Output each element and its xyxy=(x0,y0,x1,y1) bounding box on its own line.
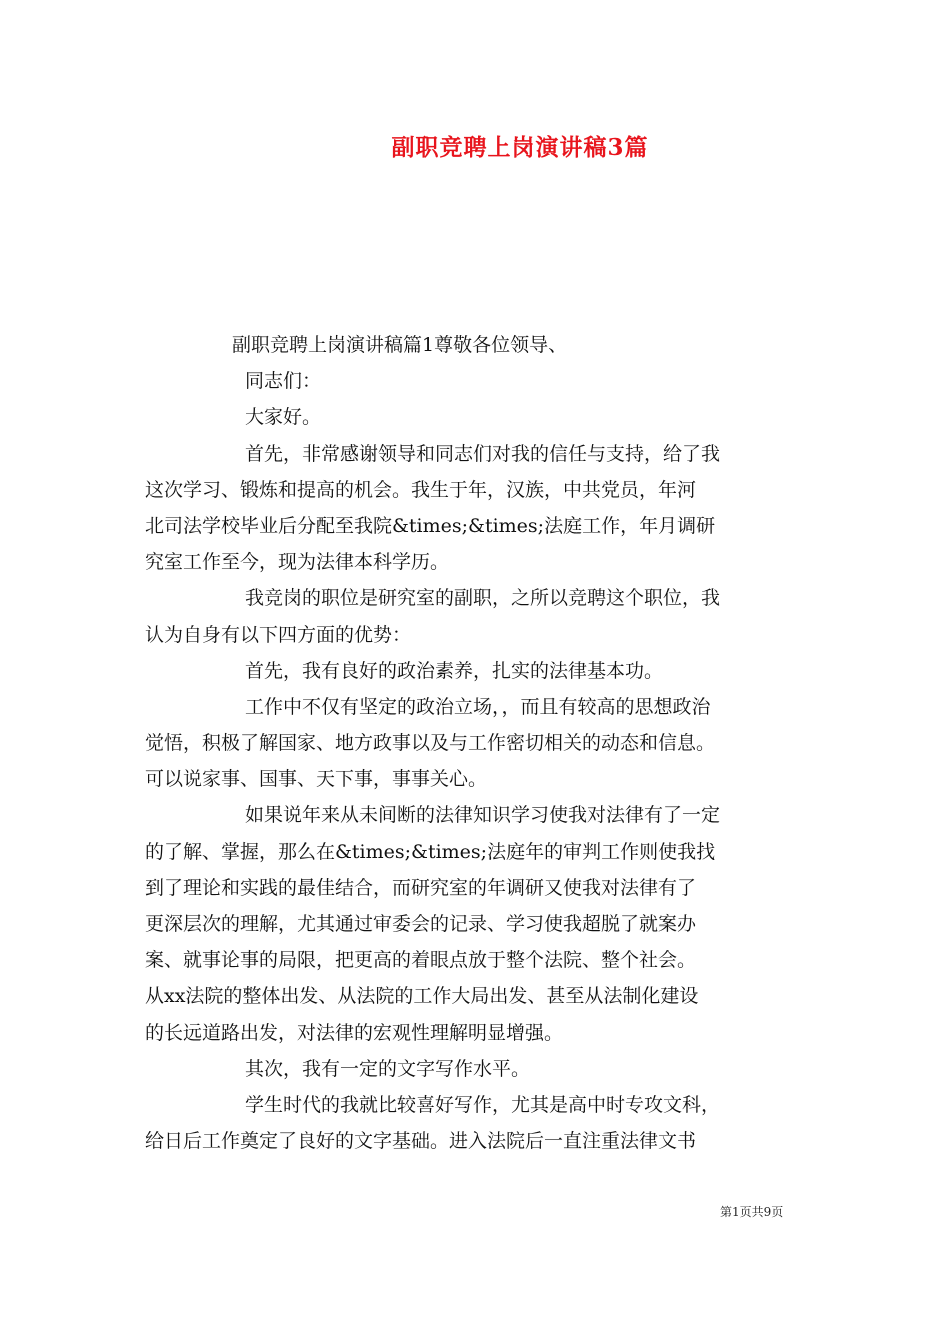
document-body xyxy=(145,327,810,1159)
paragraph-line: 我竞岗的职位是研究室的副职，之所以竞聘这个职位，我 xyxy=(245,587,721,610)
paragraph-line: 同志们： xyxy=(245,370,322,393)
paragraph-line: 其次，我有一定的文字写作水平。 xyxy=(245,1057,531,1080)
page-number: 第1页共9页 xyxy=(720,1205,784,1219)
paragraph-line: 更深层次的理解，尤其通过审委会的记录、学习使我超脱了就案办 xyxy=(145,913,697,935)
paragraph-line: 大家好。 xyxy=(245,406,322,429)
paragraph-line: 从xx法院的整体出发、从法院的工作大局出发、甚至从法制化建设 xyxy=(145,985,699,1008)
paragraph-line: 给日后工作奠定了良好的文字基础。进入法院后一直注重法律文书 xyxy=(145,1130,697,1153)
paragraph-line: 究室工作至今，现为法律本科学历。 xyxy=(145,551,450,574)
paragraph-line: 觉悟，积极了解国家、地方政事以及与工作密切相关的动态和信息。 xyxy=(145,732,716,755)
paragraph-line: 的了解、掌握，那么在&times;&times;法庭年的审判工作则使我找 xyxy=(145,840,716,863)
document-title: 副职竞聘上岗演讲稿3篇 xyxy=(391,134,649,161)
paragraph-line: 认为自身有以下四方面的优势： xyxy=(145,623,412,646)
paragraph-line: 北司法学校毕业后分配至我院&times;&times;法庭工作，年月调研 xyxy=(145,514,716,537)
paragraph-line: 的长远道路出发，对法律的宏观性理解明显增强。 xyxy=(145,1021,564,1044)
paragraph-line: 副职竞聘上岗演讲稿篇1尊敬各位领导、 xyxy=(232,334,568,356)
paragraph-line: 首先，我有良好的政治素养，扎实的法律基本功。 xyxy=(245,659,664,682)
paragraph-line: 如果说年来从未间断的法律知识学习使我对法律有了一定 xyxy=(245,804,721,827)
paragraph-line: 可以说家事、国事、天下事，事事关心。 xyxy=(145,768,488,791)
paragraph-line: 案、就事论事的局限，把更高的着眼点放于整个法院、整个社会。 xyxy=(145,949,697,972)
paragraph-line: 学生时代的我就比较喜好写作，尤其是高中时专攻文科， xyxy=(245,1093,721,1116)
paragraph-line: 这次学习、锻炼和提高的机会。我生于年，汉族，中共党员，年河 xyxy=(145,478,697,501)
paragraph-line: 到了理论和实践的最佳结合，而研究室的年调研又使我对法律有了 xyxy=(145,876,697,899)
paragraph-line: 工作中不仅有坚定的政治立场，，而且有较高的思想政治 xyxy=(245,695,711,718)
paragraph-line: 首先，非常感谢领导和同志们对我的信任与支持，给了我 xyxy=(245,442,721,465)
